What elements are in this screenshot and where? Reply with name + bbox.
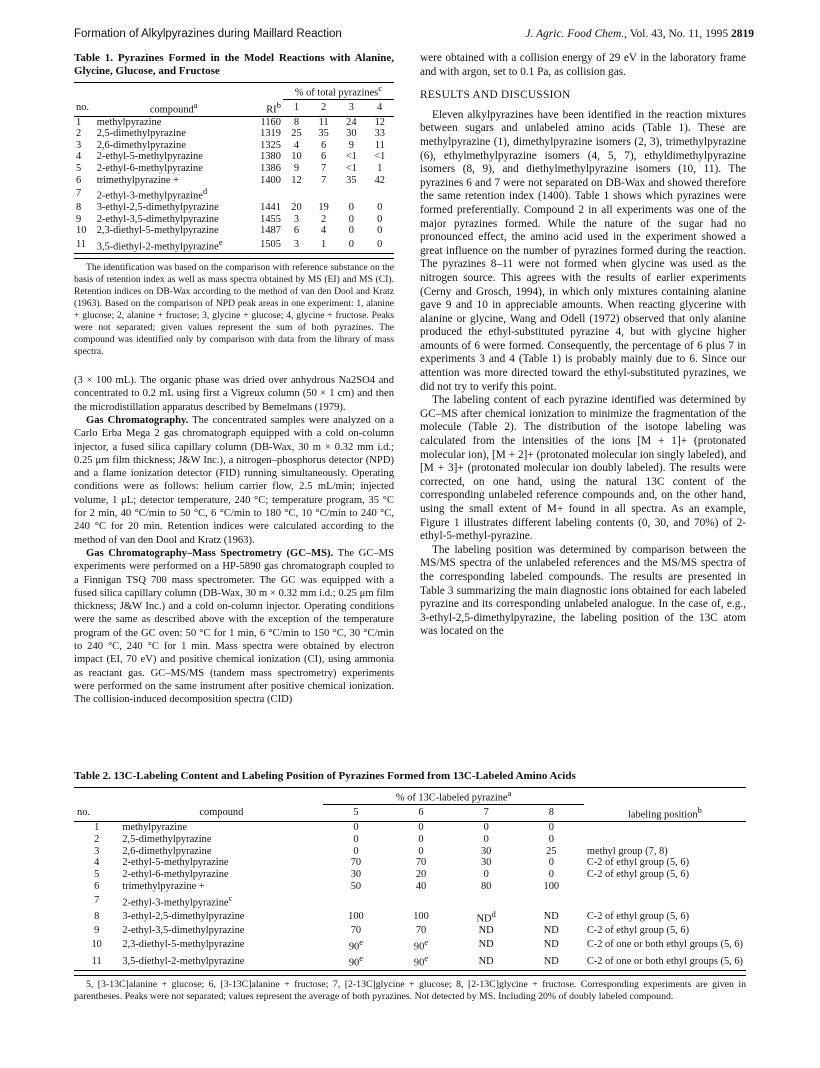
row-value: 11 — [318, 116, 329, 128]
page-header — [74, 28, 754, 44]
compound-name: 2,5-dimethylpyrazine — [96, 128, 186, 140]
row-value — [323, 925, 388, 937]
row-ri: 1380 — [260, 151, 281, 163]
compound-name: 2,5-dimethylpyrazine — [122, 833, 212, 845]
row-value — [323, 953, 388, 970]
table-row — [74, 186, 394, 202]
value-text: 0 — [418, 822, 424, 834]
row-value: 7 — [321, 163, 327, 174]
right-column — [420, 52, 746, 639]
value-text: 30 — [350, 869, 362, 881]
footnote-mark: d — [202, 186, 208, 197]
row-value: 35 — [318, 128, 329, 140]
row-value: 19 — [318, 202, 329, 214]
value-text: 0 — [548, 833, 554, 845]
table1-col-ri: $RI^b$ — [266, 99, 281, 116]
table2-col-compound: compound — [199, 807, 244, 818]
row-value — [519, 909, 584, 925]
row-value — [519, 881, 584, 893]
compound-name: 2-ethyl-3,5-dimethylpyrazine — [122, 925, 245, 937]
row-value — [454, 846, 519, 858]
row-value — [323, 857, 388, 869]
row-value: 12 — [374, 116, 385, 128]
row-labeling-position: C-2 of ethyl group (5, 6) — [586, 857, 690, 869]
row-value: 25 — [291, 128, 302, 140]
table1-footnote: The identification was based on the comparison with reference substance on the basis of retention index as well as mass spectra obtained by MS (EI) and MS (CI). Retention indices on DB-Wax according to the method of van den Dool and Kratz (1963). Based on the comparison of NPD peak areas in one experiment: 1, alanine + glucose; 2, alanine + fructose; 3, glycine + glucose; 4, glycine + fructose. Peaks were not separated; given values represent the sum of both pyrazines. The compound was identified only by comparison with data from the library of mass spectra. — [74, 258, 394, 358]
row-no: 4 — [76, 151, 82, 163]
section-heading: Gas Chromatography. — [86, 414, 189, 426]
row-value — [337, 186, 365, 202]
table-row — [74, 225, 394, 237]
row-compound — [119, 881, 323, 893]
row-compound — [95, 175, 253, 187]
compound-name: methylpyrazine — [122, 822, 187, 834]
row-no: 8 — [94, 911, 100, 923]
row-no: 3 — [76, 139, 82, 151]
compound-name: 2,6-dimethylpyrazine — [96, 139, 186, 151]
row-no: 11 — [91, 955, 102, 967]
value-text: 70 — [350, 857, 362, 869]
row-no: 8 — [76, 202, 82, 214]
row-value — [388, 822, 453, 834]
row-ri: 1487 — [260, 225, 281, 237]
row-compound — [119, 822, 323, 834]
row-compound — [119, 937, 323, 953]
row-value — [388, 893, 453, 909]
value-text: 0 — [483, 833, 489, 845]
row-value — [323, 822, 388, 834]
table2-col-exp: 6 — [418, 807, 424, 819]
row-value: 4 — [321, 225, 327, 237]
row-value — [454, 937, 519, 953]
row-ri: 1441 — [260, 202, 281, 214]
compound-name: 2-ethyl-6-methylpyrazine — [122, 869, 229, 881]
row-no: 6 — [94, 881, 100, 893]
value-text: ND — [478, 939, 494, 951]
row-compound — [95, 214, 253, 226]
compound-name: trimethylpyrazine + — [122, 881, 205, 893]
compound-name: 2-ethyl-5-methylpyrazine — [96, 151, 203, 163]
row-compound — [95, 116, 253, 128]
table1-col-no: no. — [76, 101, 89, 113]
value-text: ND — [478, 955, 494, 967]
value-text: 0 — [418, 833, 424, 845]
row-value — [454, 857, 519, 869]
row-value — [388, 846, 453, 858]
row-ri: 1505 — [260, 239, 281, 251]
row-value — [323, 846, 388, 858]
row-value: 0 — [377, 225, 383, 237]
row-value — [519, 822, 584, 834]
left-column — [74, 52, 394, 707]
row-no: 10 — [91, 939, 102, 951]
row-labeling-position: C-2 of ethyl group (5, 6) — [586, 911, 690, 923]
row-no: 5 — [76, 163, 82, 174]
footnote-mark: e — [218, 237, 223, 248]
row-value — [454, 909, 519, 925]
compound-name: methylpyrazine — [96, 116, 162, 128]
row-compound — [119, 869, 323, 881]
section-heading: RESULTS AND DISCUSSION — [420, 89, 571, 102]
row-value: 9 — [293, 163, 300, 174]
compound-name: 2-ethyl-5-methylpyrazine — [122, 857, 229, 869]
row-value — [388, 909, 453, 925]
row-compound — [119, 893, 323, 909]
table2-span-header: % of 13C-labeled pyrazine$^a$ — [323, 788, 583, 805]
value-text: 30 — [480, 845, 492, 857]
table1-span-header: % of total pyrazines$^c$ — [283, 83, 394, 100]
table2-caption: Table 2. 13C-Labeling Content and Labeling Position of Pyrazines Formed from 13C-Labeled Amino Acids — [74, 770, 576, 782]
row-value — [283, 186, 310, 202]
row-value: 0 — [348, 225, 354, 237]
row-value — [323, 937, 388, 953]
table-row — [74, 822, 746, 834]
table-row — [74, 937, 746, 953]
row-no: 5 — [94, 869, 100, 881]
row-value — [454, 893, 519, 909]
row-value: 4 — [293, 139, 300, 151]
row-ri: 1386 — [260, 163, 281, 174]
table-row — [74, 857, 746, 869]
value-text: 90 — [413, 957, 425, 969]
row-ri — [253, 186, 283, 202]
table-row — [74, 869, 746, 881]
table1 — [74, 82, 394, 254]
table-row — [74, 116, 394, 128]
compound-name: 2,6-dimethylpyrazine — [122, 845, 212, 857]
row-no: 7 — [76, 188, 82, 200]
row-value — [310, 186, 337, 202]
table-row — [74, 237, 394, 254]
row-compound — [95, 186, 253, 202]
row-value: 6 — [321, 151, 327, 163]
value-text: 0 — [418, 845, 424, 857]
running-title: Formation of Alkylpyrazines during Maillard Reaction — [74, 28, 342, 40]
row-ri: 1319 — [260, 128, 281, 140]
row-value: 0 — [348, 239, 354, 251]
value-text: 0 — [548, 822, 554, 834]
row-value — [519, 953, 584, 970]
paragraph: The labeling content of each pyrazine identified was determined by GC–MS after chemical ionization to minimize the fragmentation of the molecule (Table 2). The distribution of the isotope labeling was calculated from the intensities of the ions [M + 1]+ (protonated molecular ion), [M + 2]+ (protonated molecular ion singly labeled), and [M + 3]+ (protonated molecular ion doubly labeled). The results were corrected, on one hand, using the natural 13C content of the corresponding unlabeled reference compounds and, on the other hand, using the small extent of M+ found in all spectra. As an example, Figure 1 illustrates different labeling contents (0, 30, and 70%) of 2-ethyl-5-methyl-pyrazine. — [420, 394, 746, 543]
row-compound — [119, 834, 323, 846]
row-value — [388, 834, 453, 846]
volume-info: Vol. 43, No. 11, 1995 — [629, 28, 729, 40]
row-no: 4 — [94, 857, 100, 869]
row-no: 1 — [94, 822, 100, 834]
value-text: 0 — [483, 822, 489, 834]
value-text: 30 — [480, 857, 492, 869]
row-value: 33 — [374, 128, 385, 140]
table2-footnote: 5, [3-13C]alanine + glucose; 6, [3-13C]alanine + fructose; 7, [2-13C]glycine + glucose; 8, [2-13C]glycine + fructose. Corresponding experiments are given in parentheses. Peaks were not separated; values represent the average of both pyrazines. Not detected by MS. Including 20% of doubly labeled compound. — [74, 975, 746, 1003]
compound-name: 3,5-diethyl-2-methylpyrazine — [122, 955, 245, 967]
value-text: 20 — [415, 869, 427, 881]
compound-name: 3,5-diethyl-2-methylpyrazine — [96, 241, 219, 253]
value-text: ND — [476, 913, 492, 925]
row-compound — [95, 237, 253, 254]
value-text: 0 — [353, 833, 359, 845]
compound-name: 2-ethyl-3-methylpyrazine — [96, 190, 203, 202]
row-ri: 1455 — [260, 213, 281, 225]
row-compound — [119, 925, 323, 937]
table-row — [74, 151, 394, 163]
row-no: 9 — [94, 925, 100, 937]
row-value: 30 — [346, 128, 357, 140]
row-value — [388, 937, 453, 953]
table-row — [74, 214, 394, 226]
table1-col-compound: compound$^a$ — [149, 99, 198, 116]
table-row — [74, 909, 746, 925]
row-value — [519, 846, 584, 858]
table1-col-exp: 4 — [377, 102, 383, 114]
table-row — [74, 846, 746, 858]
table2 — [74, 787, 746, 971]
value-text: ND — [478, 925, 494, 937]
row-value: 9 — [348, 139, 354, 151]
row-value — [323, 881, 388, 893]
footnote-mark: e — [424, 953, 429, 964]
table-row — [74, 175, 394, 187]
row-value — [519, 857, 584, 869]
value-text: 90 — [348, 957, 360, 969]
paragraph: (3 × 100 mL). The organic phase was dried over anhydrous Na2SO4 and concentrated to 0.2 mL using first a Vigreux column (50 × 1 cm) and then the microdistillation apparatus described by Bemelmans (1979). — [74, 375, 394, 413]
value-text: 0 — [548, 857, 554, 869]
row-value — [323, 909, 388, 925]
section-heading: Gas Chromatography–Mass Spectrometry (GC–MS). — [86, 547, 334, 559]
row-compound — [119, 846, 323, 858]
row-labeling-position — [584, 893, 746, 909]
footnote-mark: e — [359, 937, 364, 948]
footnote-mark: e — [359, 953, 364, 964]
table-row — [74, 893, 746, 909]
table2-col-no: no. — [77, 807, 90, 818]
value-text: 100 — [348, 911, 364, 923]
row-value: 3 — [293, 239, 300, 251]
row-value — [454, 881, 519, 893]
row-compound — [95, 151, 253, 163]
value-text: 90 — [413, 941, 425, 953]
table1-col-exp: 1 — [293, 102, 300, 114]
row-value: 1 — [321, 239, 327, 251]
value-text: 70 — [350, 925, 362, 937]
row-value: 10 — [291, 151, 302, 163]
value-text: ND — [543, 939, 559, 951]
row-labeling-position: C-2 of one or both ethyl groups (5, 6) — [586, 939, 743, 951]
row-labeling-position — [584, 822, 746, 834]
compound-name: 2-ethyl-3,5-dimethylpyrazine — [96, 213, 219, 225]
row-value — [388, 925, 453, 937]
row-no: 11 — [76, 239, 87, 251]
row-value — [388, 881, 453, 893]
table-row — [74, 881, 746, 893]
compound-name: 2-ethyl-3-methylpyrazine — [122, 897, 229, 909]
row-compound — [95, 202, 253, 214]
row-value: 11 — [374, 139, 385, 151]
compound-name: 3-ethyl-2,5-dimethylpyrazine — [122, 911, 245, 923]
value-text: 50 — [350, 881, 362, 893]
value-text: 0 — [548, 869, 554, 881]
footnote-mark: c — [228, 892, 233, 903]
table-row — [74, 163, 394, 175]
value-text: ND — [543, 911, 559, 923]
row-ri: 1160 — [260, 116, 281, 128]
row-value: <1 — [345, 163, 357, 174]
value-text: 90 — [348, 941, 360, 953]
compound-name: 2-ethyl-6-methylpyrazine — [96, 163, 203, 174]
row-value: 12 — [291, 174, 302, 186]
row-value: 0 — [348, 202, 354, 214]
row-value: 7 — [321, 174, 327, 186]
row-value — [519, 925, 584, 937]
row-value — [323, 834, 388, 846]
row-value: 0 — [348, 213, 354, 225]
table-row — [74, 140, 394, 152]
row-value — [366, 186, 394, 202]
row-value — [388, 857, 453, 869]
row-value — [388, 953, 453, 970]
row-value: 24 — [346, 116, 357, 128]
table2-body — [74, 822, 746, 971]
table2-col-exp: 7 — [483, 807, 489, 819]
row-no: 6 — [76, 174, 82, 186]
table2-col-exp: 8 — [548, 807, 554, 819]
row-compound — [119, 953, 323, 970]
value-text: 70 — [415, 857, 427, 869]
row-value: 0 — [377, 213, 383, 225]
table-row — [74, 925, 746, 937]
table2-col-position: labeling position$^b$ — [627, 804, 702, 821]
row-no: 2 — [94, 833, 100, 845]
table2-container — [74, 770, 746, 1003]
row-value — [519, 937, 584, 953]
row-ri: 1325 — [260, 139, 281, 151]
gcms-section: Gas Chromatography–Mass Spectrometry (GC–MS). The GC–MS experiments were performed on a HP-5890 gas chromatograph coupled to a Finnigan TSQ 700 mass spectrometer. The GC was equipped with a fused silica capillary column (DB-Wax, 30 m × 0.32 mm i.d.; 0.25 μm film thickness; J&W Inc.) and a cold on-column injector. Operating conditions were the same as described above with the exception of the temperature program of the GC oven: 50 °C for 1 min, 6 °C/min to 150 °C, 30 °C/min to 240 °C, 240 °C for 1 min. Mass spectra were obtained by electron impact (EI, 70 eV) and positive chemical ionization (CI), using ammonia as reactant gas. GC–MS/MS (tandem mass spectrometry) experiments were performed on the same instrument after positive chemical ionization. The collision-induced decomposition spectra (CID) — [74, 547, 394, 706]
row-ri: 1400 — [260, 174, 281, 186]
compound-name: 2,3-diethyl-5-methylpyrazine — [96, 225, 219, 237]
table-row — [74, 128, 394, 140]
page-number: 2819 — [731, 28, 754, 40]
footnote-mark: d — [491, 909, 496, 920]
row-value — [323, 869, 388, 881]
row-value: 42 — [374, 174, 385, 186]
row-labeling-position: C-2 of ethyl group (5, 6) — [586, 869, 690, 881]
value-text: 0 — [483, 869, 489, 881]
footnote-mark: e — [424, 937, 429, 948]
row-no: 1 — [76, 116, 82, 128]
journal-citation — [525, 28, 754, 40]
row-compound — [95, 140, 253, 152]
row-value: <1 — [345, 151, 357, 163]
row-value — [454, 869, 519, 881]
row-value — [454, 925, 519, 937]
row-no: 10 — [76, 225, 87, 237]
row-value — [454, 953, 519, 970]
table-row — [74, 834, 746, 846]
row-compound — [95, 225, 253, 237]
row-labeling-position — [584, 881, 746, 893]
value-text: 70 — [415, 925, 427, 937]
row-labeling-position — [584, 834, 746, 846]
row-value: 6 — [293, 225, 300, 237]
row-value — [454, 822, 519, 834]
table1-col-exp: 2 — [321, 102, 327, 114]
table-row — [74, 953, 746, 970]
journal-name: J. Agric. Food Chem., — [525, 28, 628, 40]
row-value: 8 — [293, 116, 300, 128]
row-value: 0 — [377, 239, 383, 251]
row-value: 2 — [321, 213, 327, 225]
row-value: 0 — [377, 202, 383, 214]
row-value — [519, 834, 584, 846]
row-value — [388, 869, 453, 881]
value-text: 100 — [413, 911, 429, 923]
value-text: 40 — [415, 881, 427, 893]
row-no: 2 — [76, 128, 82, 140]
row-value — [519, 869, 584, 881]
value-text: 0 — [353, 845, 359, 857]
compound-name: 2,3-diethyl-5-methylpyrazine — [122, 939, 245, 951]
table1-col-exp: 3 — [348, 102, 354, 114]
value-text: ND — [543, 925, 559, 937]
table1-caption: Table 1. Pyrazines Formed in the Model Reactions with Alanine, Glycine, Glucose, and Fructose — [74, 52, 394, 77]
compound-name: 3-ethyl-2,5-dimethylpyrazine — [96, 202, 219, 214]
row-value: 35 — [346, 174, 357, 186]
value-text: 80 — [480, 881, 492, 893]
row-compound — [119, 909, 323, 925]
value-text: 100 — [543, 881, 560, 893]
row-value: 6 — [321, 139, 327, 151]
row-no: 9 — [76, 213, 82, 225]
value-text: 0 — [353, 822, 359, 834]
row-value: <1 — [374, 151, 386, 163]
row-value — [323, 893, 388, 909]
row-compound — [119, 857, 323, 869]
paragraph: Eleven alkylpyrazines have been identified in the reaction mixtures between sugars and unlabeled amino acids (Table 1). These are methylpyrazine (1), dimethylpyrazine isomers (2, 3), trimethylpyrazine (6), ethylmethylpyrazine isomers (4, 5, 7), ethyldimethylpyrazine isomers (8, 9), and diethylmethylpyrazine isomers (10, 11). The pyrazines 6 and 7 were not separated on DB-Wax and showed therefore the same retention index (1400). Table 1 shows which pyrazines were formed preferentially. Compound 2 in all experiments was one of the major pyrazines formed. While the nature of the sugar had no pronounced effect, the amino acid used in the experiment showed a great influence on the number of pyrazines formed during the reaction. The pyrazines 8–11 were not formed when glycine was used as the nitrogen source. This agrees with the results of earlier experiments (Cerny and Grosch, 1994), in which only mixtures containing alanine gave 9 and 10 in appreciable amounts. When reacting glycerine with alanine or glycine, Wang and Odell (1972) observed that only alanine produced the ethyl-substituted pyrazine 4, but with glycine higher amounts of 6 were formed. Consequently, the percentage of 6 plus 7 in experiments 3 and 4 (Table 1) is probably mainly due to 6. Since our attention was more directed toward the ethyl-substituted pyrazines, we did not try to verify this point. — [420, 108, 746, 393]
row-compound — [95, 163, 253, 175]
row-labeling-position: C-2 of ethyl group (5, 6) — [586, 925, 690, 937]
row-compound — [95, 128, 253, 140]
table-row — [74, 202, 394, 214]
value-text: 25 — [546, 845, 557, 857]
table2-col-exp: 5 — [353, 807, 359, 819]
value-text: ND — [543, 955, 559, 967]
row-no: 3 — [94, 845, 100, 857]
row-value — [519, 893, 584, 909]
gc-section: Gas Chromatography. The concentrated samples were analyzed on a Carlo Erba Mega 2 gas chromatograph equipped with a cold on-column injector, a fused silica capillary column (DB-Wax, 30 m × 0.32 mm i.d.; 0.25 μm film thickness; J&W Inc.), a nitrogen–phosphorus detector (NPD) and a flame ionization detector (FID) running simultaneously. Operating conditions were as follows: helium carrier flow, 2.5 mL/min; injected volume, 1 μL; detector temperature, 240 °C; temperature program, 35 °C for 2 min, 40 °C/min to 50 °C, 6 °C/min to 180 °C, 10 °C/min to 240 °C, 240 °C for 20 min. Retention indices were calculated according to the method of van den Dool and Kratz (1963). — [74, 414, 395, 546]
row-labeling-position: methyl group (7, 8) — [586, 845, 668, 857]
paragraph: The labeling position was determined by comparison between the MS/MS spectra of the unlabeled references and the MS/MS spectra of the corresponding labeled compounds. The results are presented in Table 3 summarizing the main diagnostic ions obtained for each labeled pyrazine and its corresponding unlabeled analogue. In the case of, e.g., 3-ethyl-2,5-dimethylpyrazine, the labeling position of the 13C atom was located on the — [420, 543, 746, 638]
row-no: 7 — [94, 895, 100, 907]
compound-name: trimethylpyrazine + — [96, 174, 180, 186]
row-value — [454, 834, 519, 846]
row-value: 3 — [293, 213, 300, 225]
paragraph: were obtained with a collision energy of 29 eV in the laboratory frame and with argon, set to 0.1 Pa, as collision gas. — [420, 52, 746, 78]
row-value: 20 — [291, 202, 302, 214]
table1-body — [74, 116, 394, 253]
row-labeling-position: C-2 of one or both ethyl groups (5, 6) — [586, 955, 743, 967]
row-value: 1 — [377, 163, 383, 174]
